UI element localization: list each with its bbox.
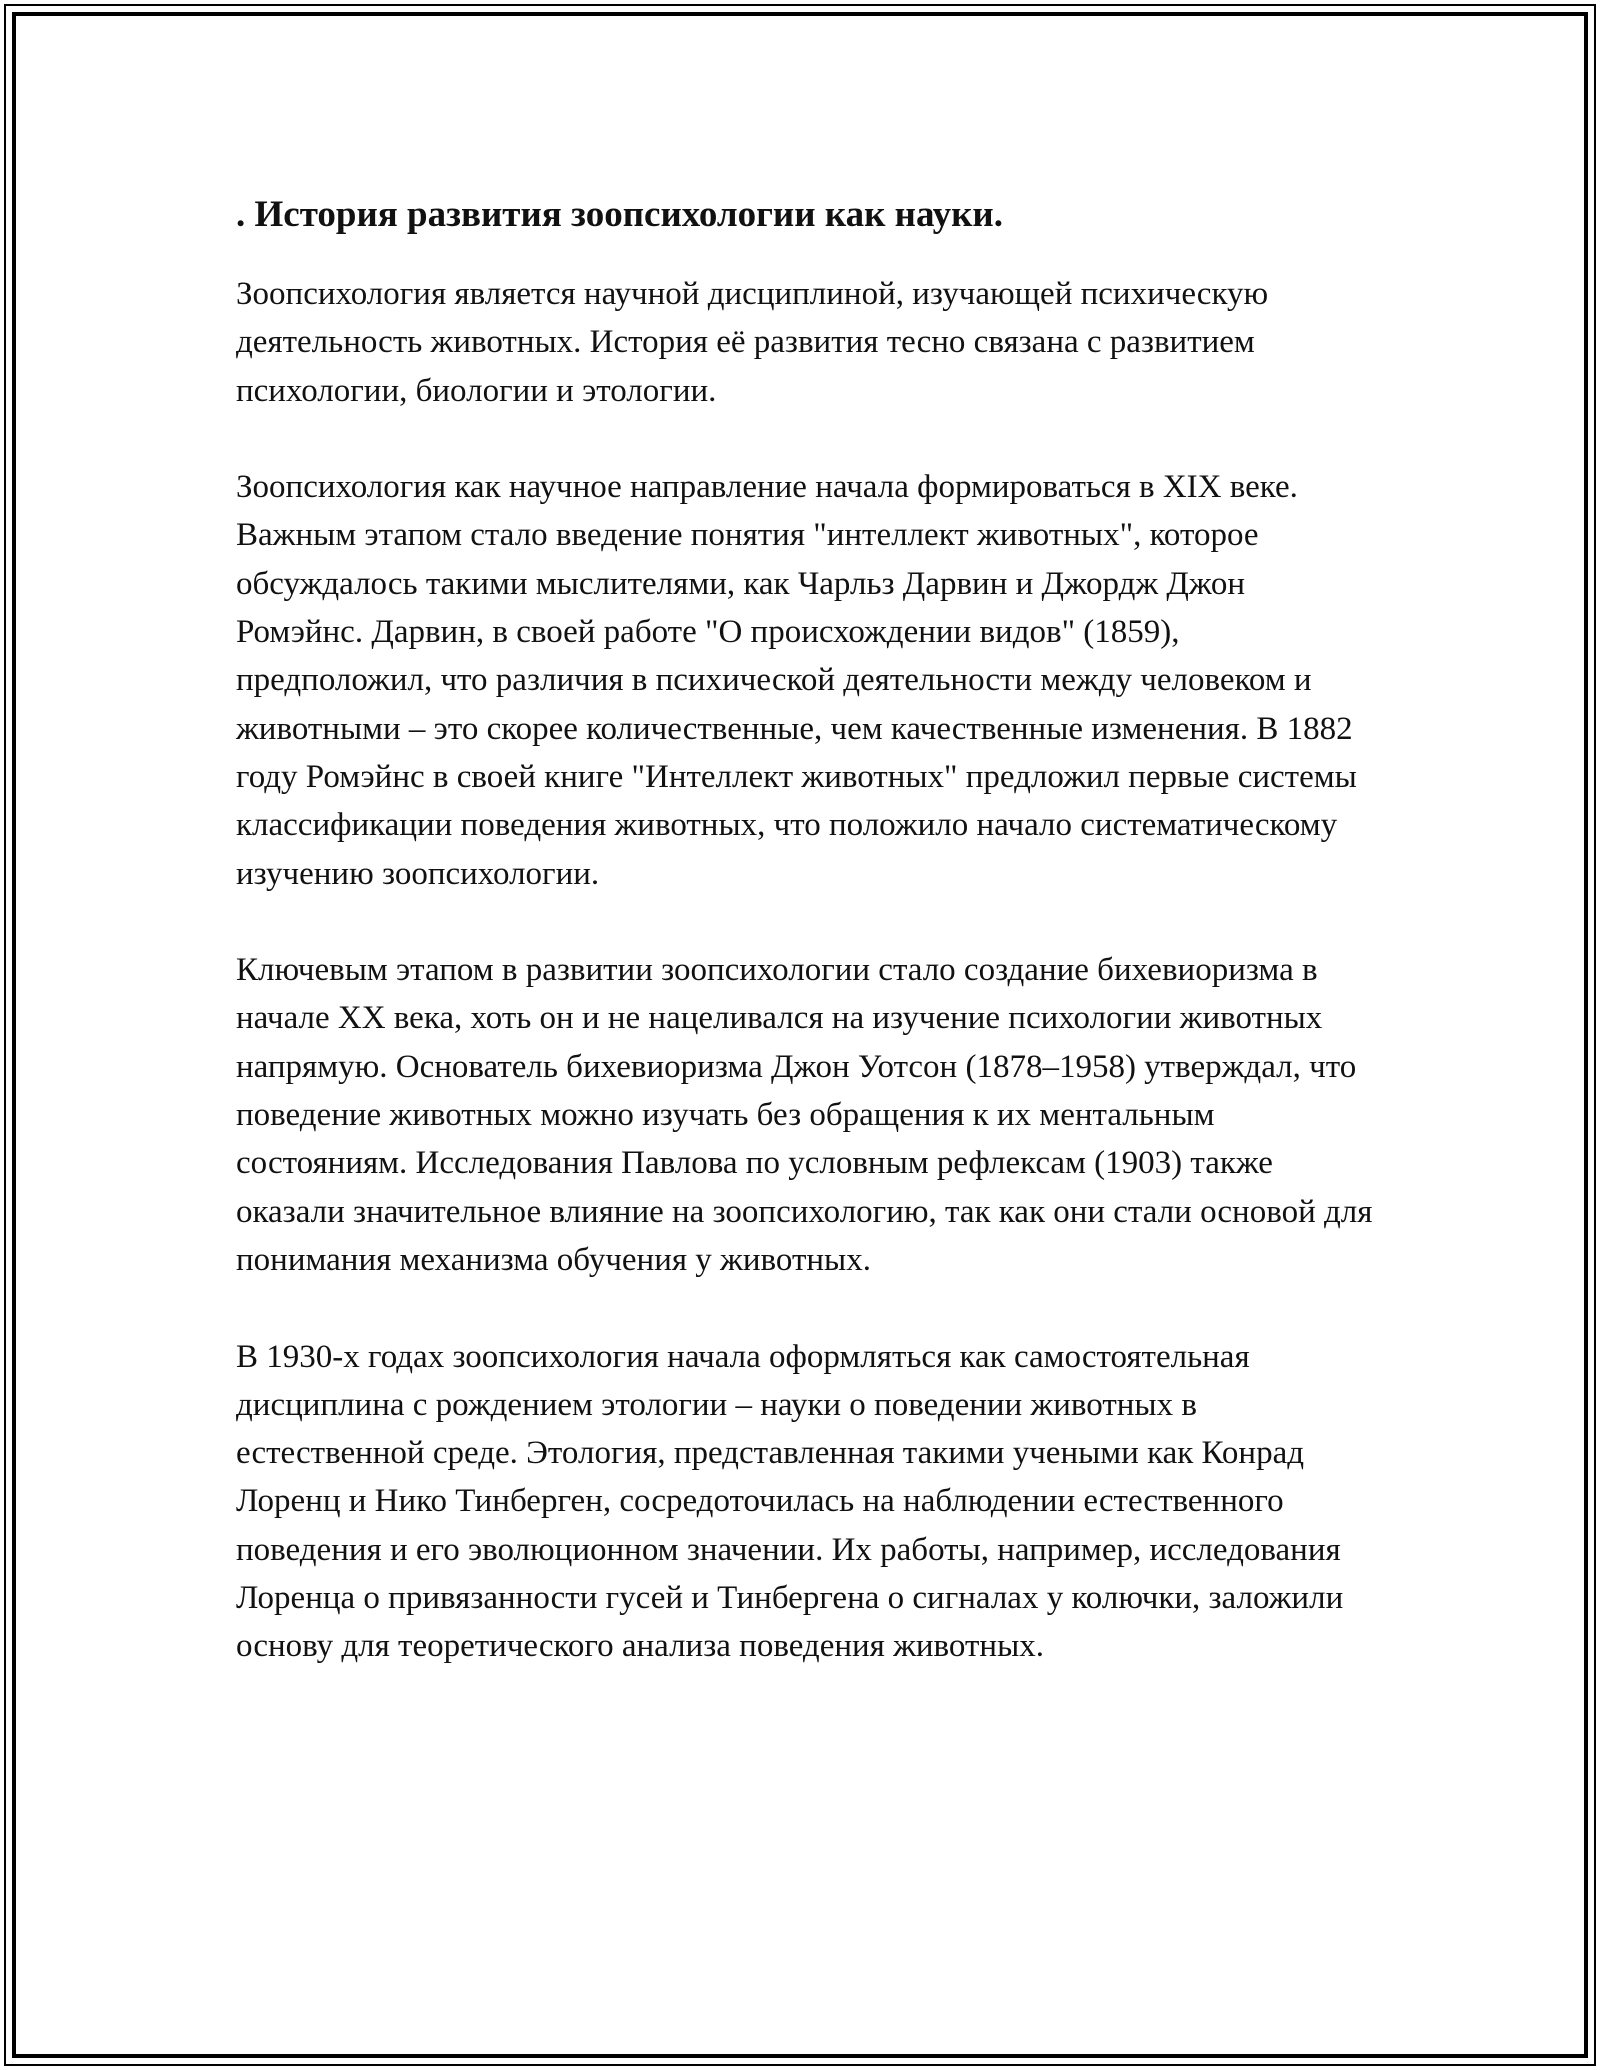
paragraph-19th-century: Зоопсихология как научное направление начала формироваться в XIX веке. Важным этапом стало введение понятия "интеллект животных", которое обсуждалось такими мыслителями, как Чарльз Дарвин и Джордж Джон Ромэйнс. Дарвин, в своей работе "О происхождении видов" (1859), предположил, что различия в психической деятельности между человеком и животными – это скорее количественные, чем качественные изменения. В 1882 году Ромэйнс в своей книге "Интеллект животных" предложил первые системы классификации поведения животных, что положило начало систематическому изучению зоопсихологии. [236, 469, 1357, 892]
document-title: . История развития зоопсихологии как науки. [236, 194, 1003, 235]
paragraph-ethology: В 1930-х годах зоопсихология начала оформляться как самостоятельная дисциплина с рождением этологии – науки о поведении животных в естественной среде. Этология, представленная такими учеными как Конрад Лоренц и Нико Тинберген, сосредоточилась на наблюдении естественного поведения и его эволюционном значении. Их работы, например, исследования Лоренца о привязанности гусей и Тинбергена о сигналах у колючки, заложили основу для теоретического анализа поведения животных. [236, 1338, 1344, 1665]
paragraph-behaviorism: Ключевым этапом в развитии зоопсихологии стало создание бихевиоризма в начале XX века, хоть он и не нацеливался на изучение психологии животных напрямую. Основатель бихевиоризма Джон Уотсон (1878–1958) утверждал, что поведение животных можно изучать без обращения к их ментальным состояниям. Исследования Павлова по условным рефлексам (1903) также оказали значительное влияние на зоопсихологию, так как они стали основой для понимания механизма обучения у животных. [236, 952, 1373, 1278]
document-body [236, 190, 1376, 1671]
paragraph-intro: Зоопсихология является научной дисциплиной, изучающей психическую деятельность животных. История её развития тесно связана с развитием психологии, биологии и этологии. [236, 276, 1269, 409]
